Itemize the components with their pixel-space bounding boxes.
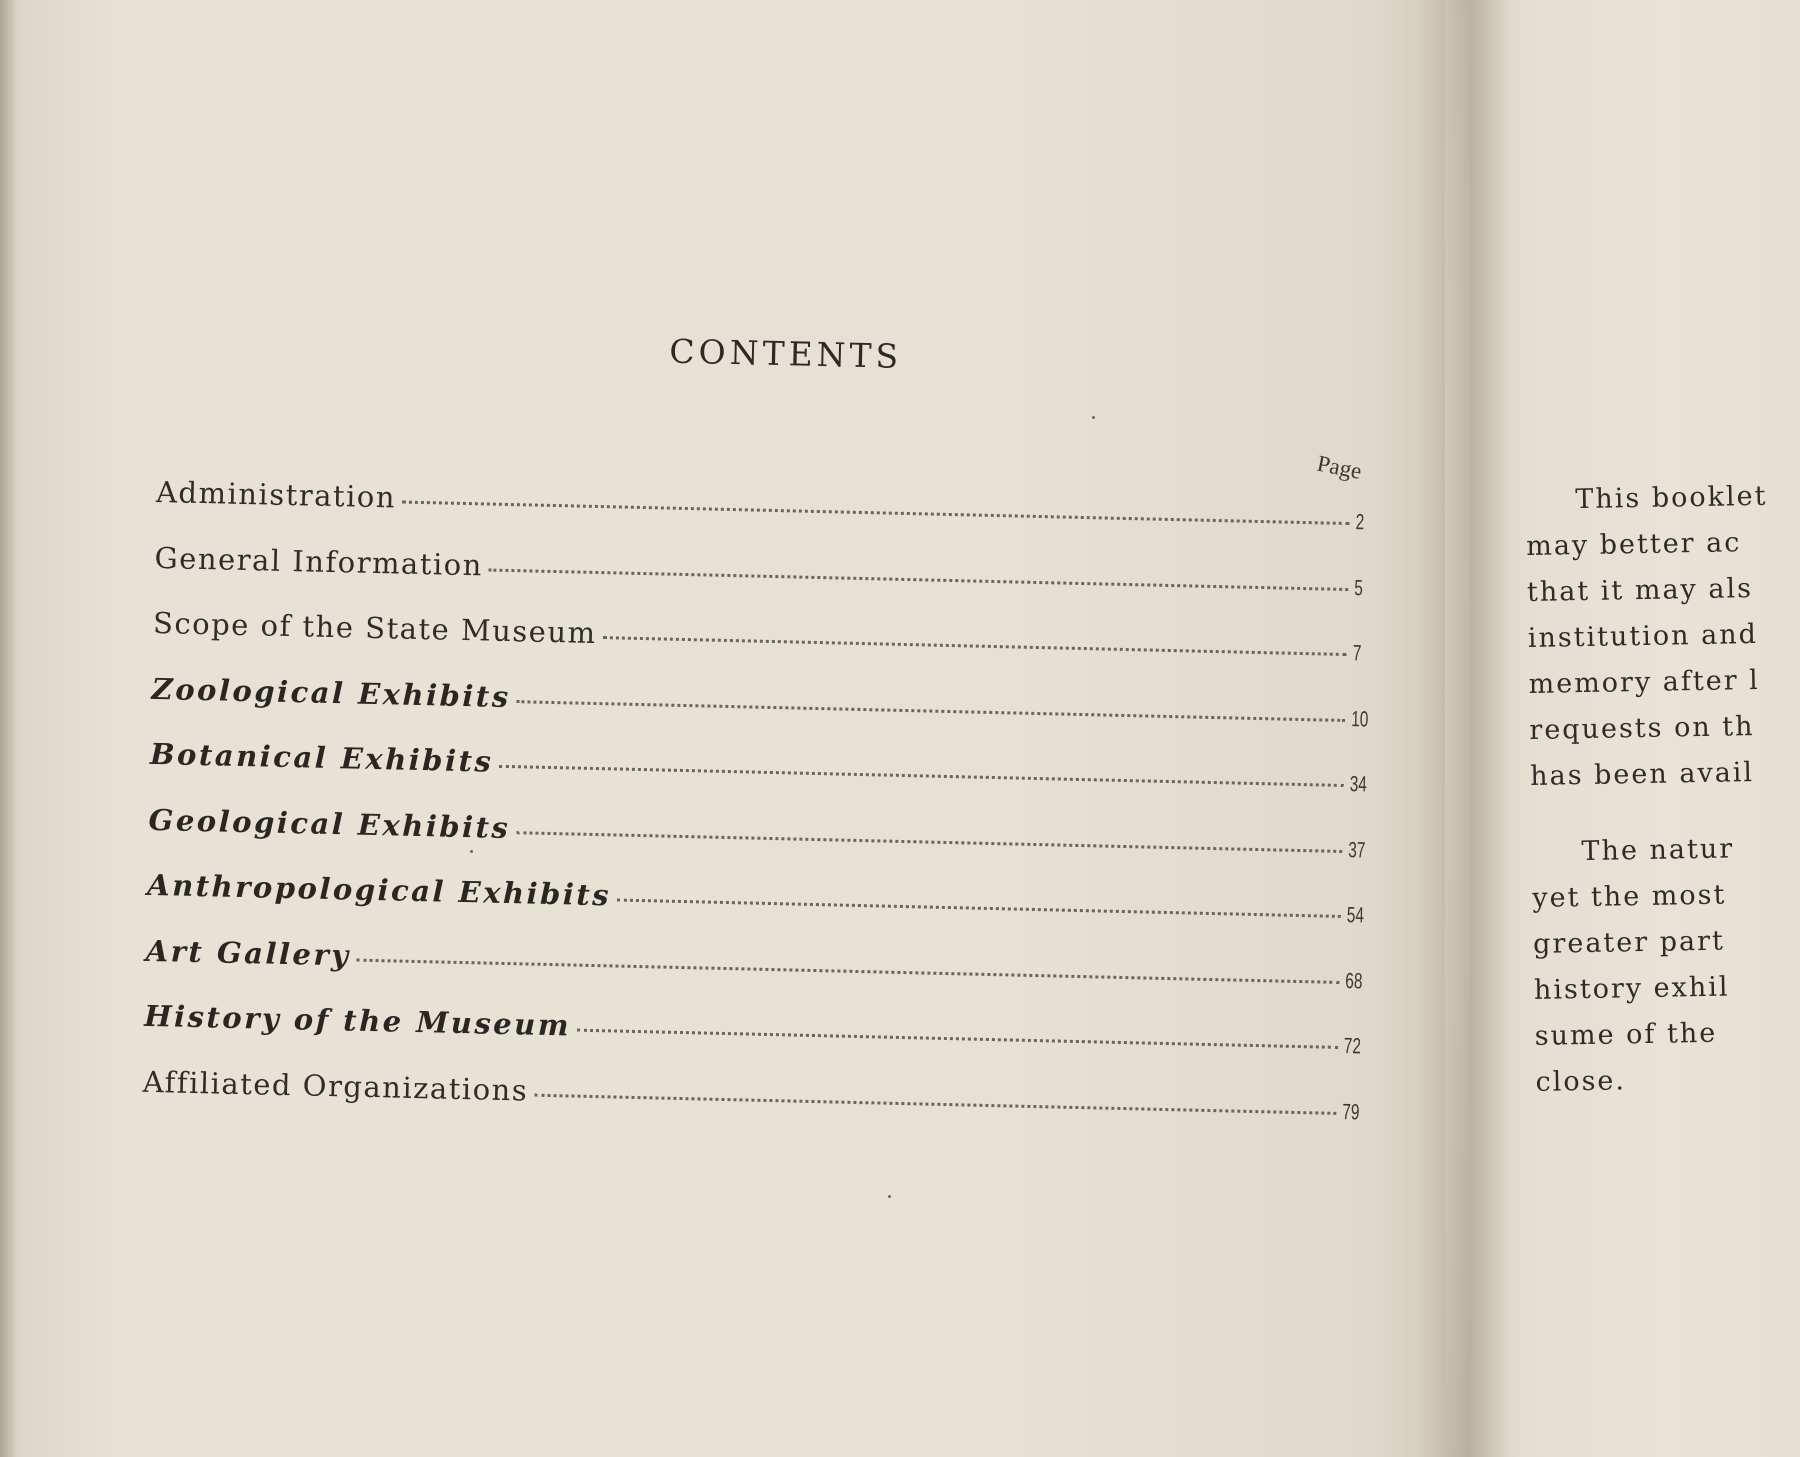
toc-entry-page: 10	[1350, 705, 1369, 732]
toc-entry-title: Geological Exhibits	[148, 802, 511, 845]
text-line: This booklet	[1575, 480, 1768, 516]
toc-entry-title: Anthropological Exhibits	[146, 867, 612, 913]
text-line: sume of the	[1534, 1017, 1718, 1052]
toc-entry-title: General Information	[154, 540, 484, 582]
dot-leader	[617, 895, 1341, 918]
toc-entry-page: 34	[1349, 771, 1368, 797]
contents-section	[142, 320, 1450, 1149]
paper-speck	[470, 850, 473, 853]
toc-entry-title: Administration	[155, 474, 397, 515]
toc-entry-page: 54	[1346, 902, 1365, 928]
toc-entry-title: Art Gallery	[145, 933, 351, 972]
toc-entry-page: 72	[1343, 1033, 1362, 1059]
dot-leader	[577, 1025, 1338, 1049]
toc-entry-page: 7	[1352, 640, 1362, 666]
contents-heading: CONTENTS	[668, 331, 903, 376]
text-line: yet the most	[1532, 879, 1727, 914]
text-line: has been avail	[1529, 757, 1755, 792]
text-line: requests on th	[1529, 711, 1755, 746]
toc-entry-page: 2	[1355, 509, 1365, 535]
paper-speck	[1092, 416, 1095, 419]
text-line: greater part	[1532, 925, 1726, 960]
dot-leader	[499, 761, 1344, 787]
text-line: may better ac	[1525, 527, 1742, 562]
table-of-contents	[142, 475, 1387, 1158]
toc-entry-title: Affiliated Organizations	[142, 1064, 529, 1108]
text-line: memory after l	[1528, 664, 1761, 700]
toc-entry-title: History of the Museum	[143, 998, 572, 1043]
right-paragraph-2	[1531, 825, 1800, 1106]
dot-leader	[516, 827, 1342, 853]
text-line: close.	[1535, 1065, 1627, 1098]
toc-entry-page: 79	[1342, 1098, 1360, 1124]
right-paragraph-1	[1525, 473, 1800, 800]
text-line: that it may als	[1526, 573, 1754, 608]
dot-leader	[602, 632, 1346, 656]
toc-entry-page: 68	[1345, 967, 1363, 993]
toc-entry-title: Scope of the State Museum	[152, 605, 597, 650]
dot-leader	[356, 954, 1339, 983]
page-column-label: Page	[1315, 450, 1364, 484]
text-line: history exhil	[1533, 971, 1730, 1006]
toc-entry-title: Zoological Exhibits	[151, 671, 512, 714]
text-line: institution and	[1527, 618, 1759, 654]
dot-leader	[534, 1089, 1336, 1114]
toc-entry-title: Botanical Exhibits	[149, 736, 494, 779]
dot-leader	[489, 564, 1349, 591]
text-line: The natur	[1581, 833, 1735, 868]
dot-leader	[402, 497, 1350, 526]
toc-entry-page: 5	[1353, 574, 1364, 600]
dot-leader	[517, 696, 1346, 722]
right-page-text	[1525, 473, 1800, 1136]
toc-entry-page: 37	[1348, 836, 1366, 862]
paper-speck	[888, 1195, 891, 1198]
